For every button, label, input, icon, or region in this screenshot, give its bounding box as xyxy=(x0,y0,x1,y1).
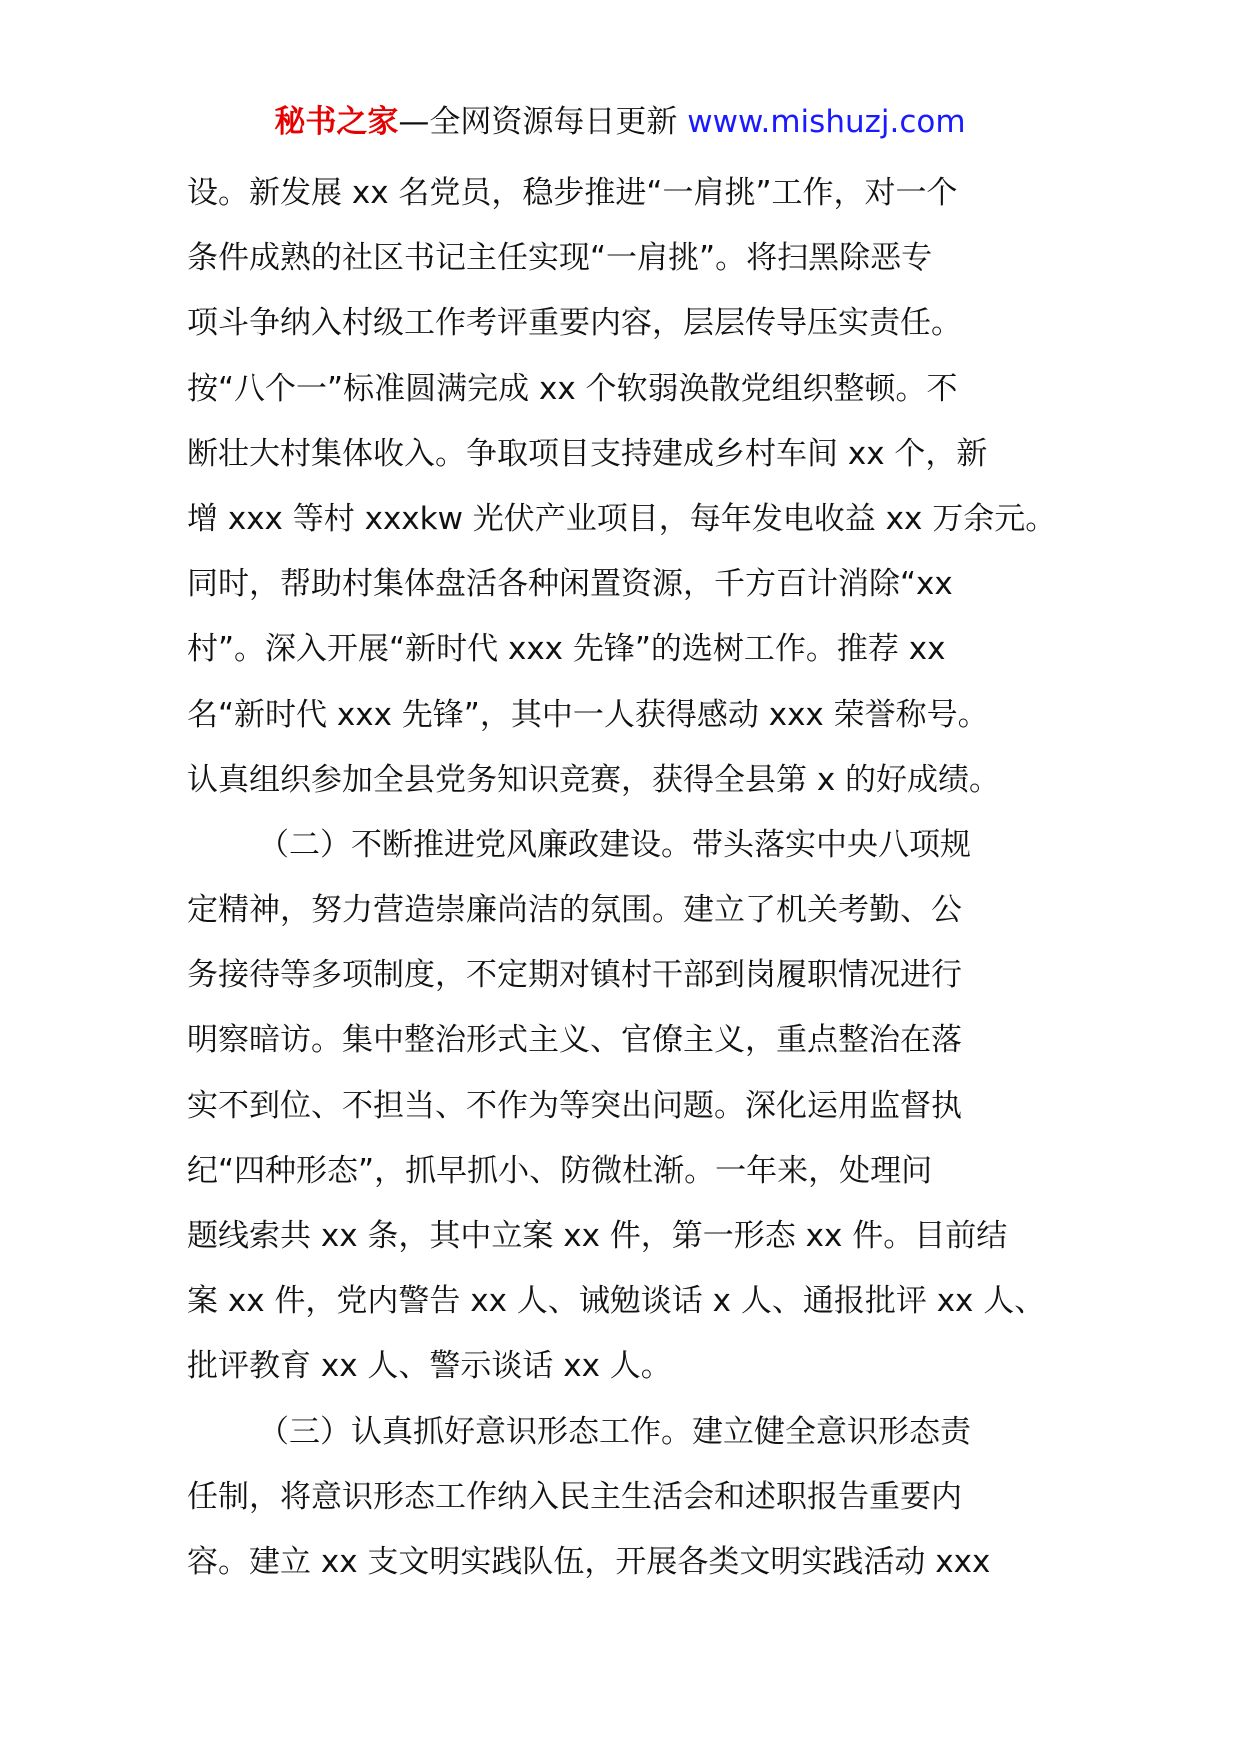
paragraph-heading-2: （二）不断推进党风廉政建设。带头落实中央八项规 xyxy=(258,826,971,863)
text-line: 明察暗访。集中整治形式主义、官僚主义，重点整治在落 xyxy=(187,1022,962,1059)
text-line: 实不到位、不担当、不作为等突出问题。深化运用监督执 xyxy=(187,1087,962,1124)
document-body xyxy=(187,161,1057,1595)
text-line: 按“八个一”标准圆满完成 xx 个软弱涣散党组织整顿。不 xyxy=(187,370,958,407)
text-line: 案 xx 件，党内警告 xx 人、诫勉谈话 x 人、通报批评 xx 人、 xyxy=(187,1283,1046,1320)
text-line: 断壮大村集体收入。争取项目支持建成乡村车间 xx 个，新 xyxy=(187,435,988,472)
site-url-link[interactable]: www.mishuzj.com xyxy=(687,104,966,140)
text-line: 容。建立 xx 支文明实践队伍，开展各类文明实践活动 xxx xyxy=(187,1543,991,1580)
text-line: 纪“四种形态”，抓早抓小、防微杜渐。一年来，处理问 xyxy=(187,1152,933,1189)
text-line: 增 xxx 等村 xxxkw 光伏产业项目，每年发电收益 xx 万余元。 xyxy=(187,500,1057,537)
text-line: 项斗争纳入村级工作考评重要内容，层层传导压实责任。 xyxy=(187,305,962,342)
page-header xyxy=(0,100,1240,144)
text-line: 批评教育 xx 人、警示谈话 xx 人。 xyxy=(187,1348,672,1385)
text-line: 认真组织参加全县党务知识竞赛，获得全县第 x 的好成绩。 xyxy=(187,761,1001,798)
header-tagline: —全网资源每日更新 xyxy=(398,104,678,140)
text-line: 同时，帮助村集体盘活各种闲置资源，千方百计消除“xx xyxy=(187,566,953,603)
text-line: 定精神，努力营造崇廉尚洁的氛围。建立了机关考勤、公 xyxy=(187,892,962,929)
brand-name: 秘书之家 xyxy=(274,104,399,140)
text-line: 名“新时代 xxx 先锋”，其中一人获得感动 xxx 荣誉称号。 xyxy=(187,696,989,733)
text-line: 务接待等多项制度，不定期对镇村干部到岗履职情况进行 xyxy=(187,957,962,994)
text-line: 设。新发展 xx 名党员，稳步推进“一肩挑”工作，对一个 xyxy=(187,175,958,211)
paragraph-heading-3: （三）认真抓好意识形态工作。建立健全意识形态责 xyxy=(258,1413,971,1450)
text-line: 任制，将意识形态工作纳入民主生活会和述职报告重要内 xyxy=(187,1478,962,1515)
text-line: 村”。深入开展“新时代 xxx 先锋”的选树工作。推荐 xx xyxy=(187,631,946,668)
text-line: 题线索共 xx 条，其中立案 xx 件，第一形态 xx 件。目前结 xyxy=(187,1218,1008,1254)
text-line: 条件成熟的社区书记主任实现“一肩挑”。将扫黑除恶专 xyxy=(187,240,933,277)
